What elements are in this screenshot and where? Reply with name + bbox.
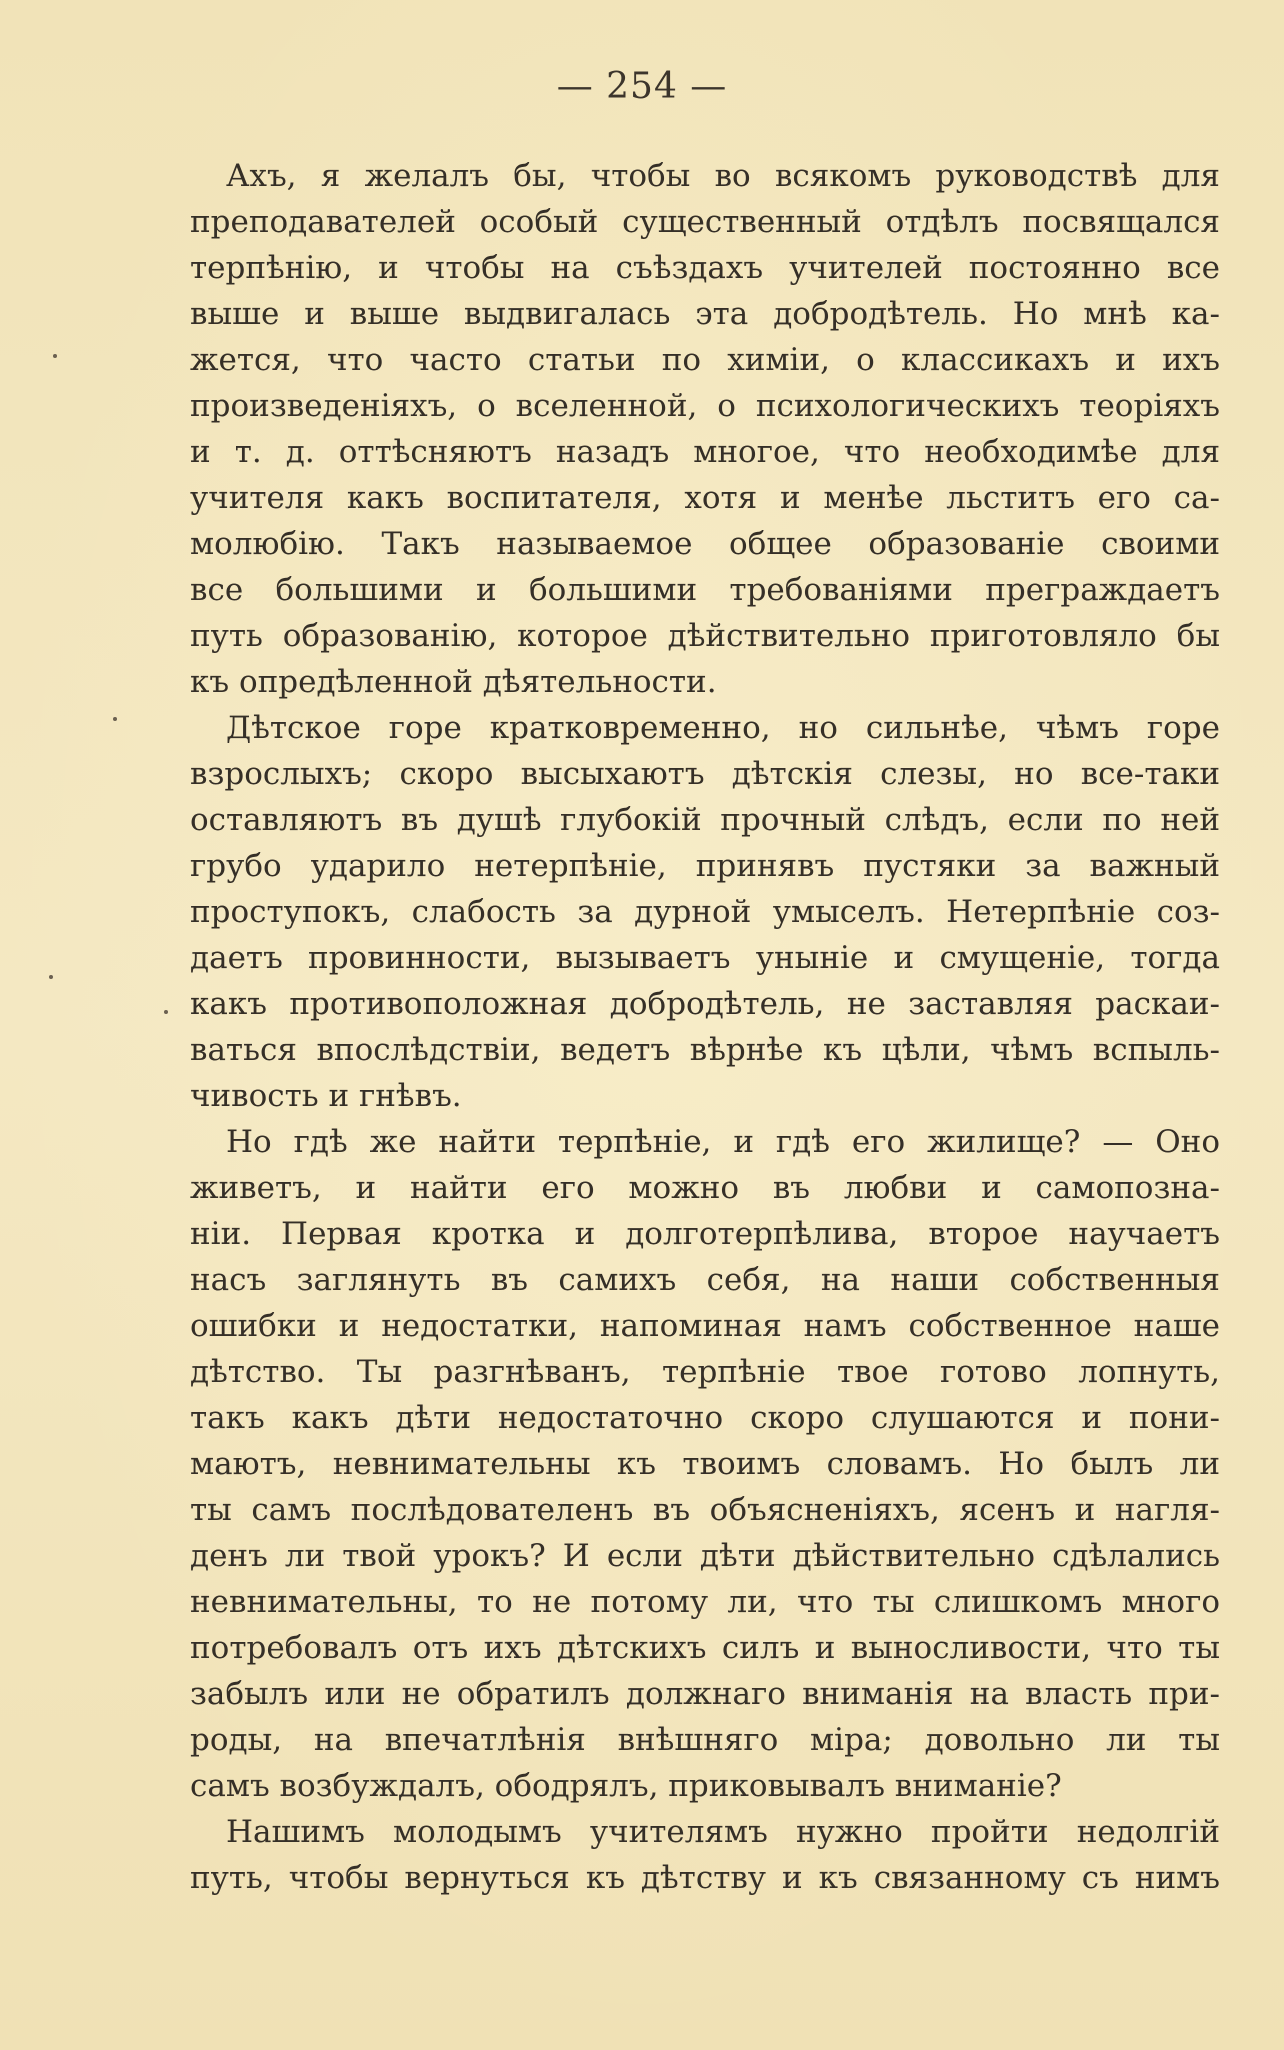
text-line: забылъ или не обратилъ должнаго вниманія на власть при- — [190, 1676, 1220, 1712]
text-line: ты самъ послѣдователенъ въ объясненіяхъ, ясенъ и нагля- — [190, 1492, 1220, 1528]
text-line: насъ заглянуть въ самихъ себя, на наши собственныя — [190, 1262, 1220, 1298]
text-line: Ахъ, я желалъ бы, чтобы во всякомъ руководствѣ для — [226, 158, 1220, 194]
text-line: грубо ударило нетерпѣніе, принявъ пустяки за важный — [190, 848, 1220, 884]
text-line: къ опредѣленной дѣятельности. — [190, 664, 717, 700]
text-line: ошибки и недостатки, напоминая намъ собственное наше — [190, 1308, 1220, 1344]
text-line: ніи. Первая кротка и долготерпѣлива, второе научаетъ — [190, 1216, 1220, 1252]
text-line: потребовалъ отъ ихъ дѣтскихъ силъ и выносливости, что ты — [190, 1630, 1220, 1666]
text-line: какъ противоположная добродѣтель, не заставляя раскаи- — [190, 986, 1220, 1022]
text-line: роды, на впечатлѣнія внѣшняго міра; довольно ли ты — [190, 1722, 1220, 1758]
text-line: чивость и гнѣвъ. — [190, 1078, 462, 1114]
print-speck — [53, 354, 57, 358]
text-line: Нашимъ молодымъ учителямъ нужно пройти недолгій — [226, 1814, 1220, 1850]
text-line: преподавателей особый существенный отдѣлъ посвящался — [190, 204, 1220, 240]
text-line: выше и выше выдвигалась эта добродѣтель. Но мнѣ ка- — [190, 296, 1220, 332]
text-line: Но гдѣ же найти терпѣніе, и гдѣ его жилище? — Оно — [226, 1124, 1220, 1160]
text-line: ваться впослѣдствіи, ведетъ вѣрнѣе къ цѣли, чѣмъ вспыль- — [190, 1032, 1220, 1068]
text-line: и т. д. оттѣсняютъ назадъ многое, что необходимѣе для — [190, 434, 1220, 470]
text-line: проступокъ, слабость за дурной умыселъ. Нетерпѣніе соз- — [190, 894, 1220, 930]
text-line: денъ ли твой урокъ? И если дѣти дѣйствительно сдѣлались — [190, 1538, 1220, 1574]
text-line: молюбію. Такъ называемое общее образованіе своими — [190, 526, 1220, 562]
text-line: оставляютъ въ душѣ глубокій прочный слѣдъ, если по ней — [190, 802, 1220, 838]
text-line: учителя какъ воспитателя, хотя и менѣе льститъ его са- — [190, 480, 1220, 516]
text-line: путь, чтобы вернуться къ дѣтству и къ связанному съ нимъ — [190, 1860, 1220, 1896]
body-text — [190, 153, 1220, 1901]
print-speck — [113, 717, 117, 721]
text-line: произведеніяхъ, о вселенной, о психологическихъ теоріяхъ — [190, 388, 1220, 424]
text-line: Дѣтское горе кратковременно, но сильнѣе, чѣмъ горе — [226, 710, 1220, 746]
page-number: — 254 — — [556, 66, 728, 107]
text-line: даетъ провинности, вызываетъ уныніе и смущеніе, тогда — [190, 940, 1220, 976]
text-line: взрослыхъ; скоро высыхаютъ дѣтскія слезы, но все-таки — [190, 756, 1220, 792]
print-speck — [49, 975, 53, 979]
text-line: самъ возбуждалъ, ободрялъ, приковывалъ вниманіе? — [190, 1768, 1062, 1804]
text-line: жется, что часто статьи по химіи, о классикахъ и ихъ — [190, 342, 1220, 378]
text-line: живетъ, и найти его можно въ любви и самопозна- — [190, 1170, 1220, 1206]
text-line: маютъ, невнимательны къ твоимъ словамъ. Но былъ ли — [190, 1446, 1220, 1482]
print-speck — [164, 1010, 168, 1014]
text-line: путь образованію, которое дѣйствительно приготовляло бы — [190, 618, 1220, 654]
text-line: такъ какъ дѣти недостаточно скоро слушаются и пони- — [190, 1400, 1220, 1436]
text-line: дѣтство. Ты разгнѣванъ, терпѣніе твое готово лопнуть, — [190, 1354, 1220, 1390]
text-line: все большими и большими требованіями преграждаетъ — [190, 572, 1220, 608]
text-line: терпѣнію, и чтобы на съѣздахъ учителей постоянно все — [190, 250, 1220, 286]
text-line: невнимательны, то не потому ли, что ты слишкомъ много — [190, 1584, 1220, 1620]
